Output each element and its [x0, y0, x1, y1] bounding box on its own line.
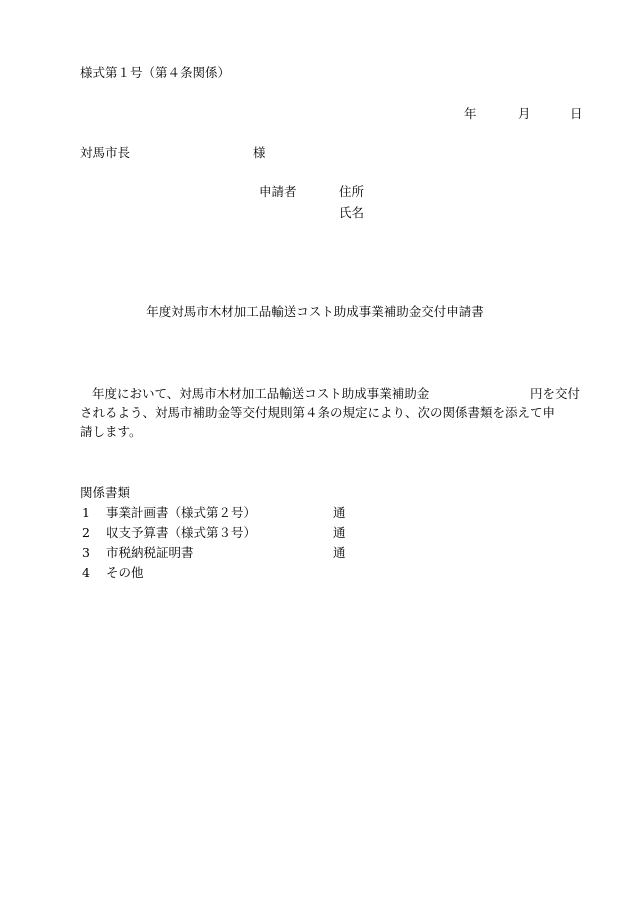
date-year-label: 年 — [464, 106, 477, 121]
applicant-name-label: 氏名 — [339, 205, 365, 220]
document-item-name: その他 — [106, 565, 144, 580]
document-item-number: 1 — [82, 505, 90, 520]
document-item-unit: 通 — [333, 505, 346, 520]
document-item-unit: 通 — [333, 525, 346, 540]
document-title: 年度対馬市木材加工品輸送コスト助成事業補助金交付申請書 — [146, 304, 484, 319]
document-item-name: 収支予算書（様式第３号） — [106, 525, 257, 540]
document-item-number: 2 — [82, 525, 90, 540]
document-item-name: 市税納税証明書 — [106, 545, 194, 560]
document-item — [80, 527, 380, 543]
document-item-number: 3 — [82, 545, 90, 560]
applicant-address-label: 住所 — [339, 184, 365, 199]
document-item — [80, 507, 380, 523]
document-item — [80, 567, 380, 583]
document-item-number: 4 — [82, 565, 90, 580]
body-paragraph — [80, 384, 580, 441]
body-line-2: されるよう、対馬市補助金等交付規則第４条の規定により、次の関係書類を添えて申 — [80, 405, 556, 420]
date-day-label: 日 — [570, 106, 583, 121]
related-documents-heading: 関係書類 — [80, 485, 131, 500]
addressee-name: 対馬市長 — [80, 145, 131, 160]
date-month-label: 月 — [518, 106, 531, 121]
document-item — [80, 547, 380, 563]
body-line-1-text: 年度において、対馬市木材加工品輸送コスト助成事業補助金 — [92, 386, 430, 401]
document-item-name: 事業計画書（様式第２号） — [106, 505, 257, 520]
form-number: 様式第１号（第４条関係） — [80, 65, 231, 80]
body-line-3: 請します。 — [80, 424, 142, 439]
body-line-1 — [80, 384, 580, 403]
body-line-1-amount-text: 円を交付 — [530, 386, 581, 401]
document-item-unit: 通 — [333, 545, 346, 560]
addressee-honorific: 様 — [253, 145, 266, 160]
applicant-label: 申請者 — [259, 184, 297, 199]
